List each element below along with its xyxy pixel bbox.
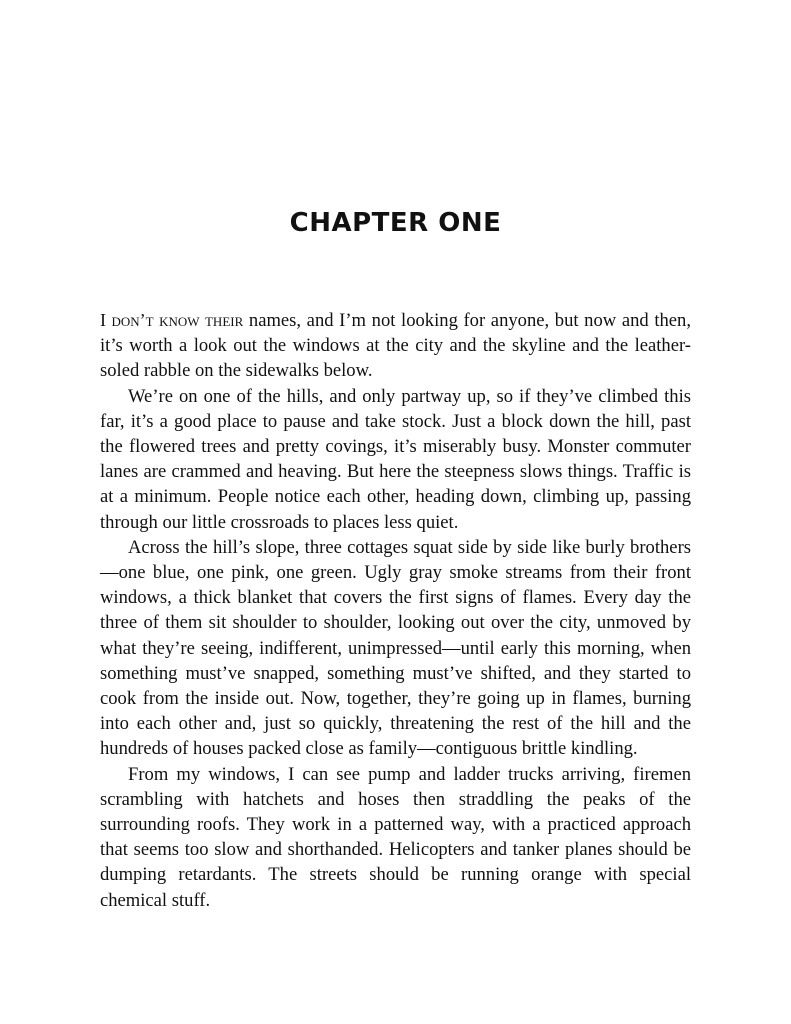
opening-small-caps: I don’t know their <box>100 310 244 330</box>
chapter-title: CHAPTER ONE <box>289 208 502 238</box>
paragraph-3: Across the hill’s slope, three cottages squat side by side like burly brothers —one blue, one pink, one green. Ugly gray smoke streams from their front windows, a thick blanket that covers the first signs of flames. Every day the three of them sit shoulder to shoulder, looking out over the city, unmoved by what they’re seeing, indifferent, unimpressed—until early this morning, when something must’ve snapped, something must’ve shifted, and they started to cook from the inside out. Now, together, they’re going up in flames, burning into each other and, just so quickly, threatening the rest of the hill and the hundreds of houses packed close as family—contiguous brittle kindling. <box>100 536 691 760</box>
paragraph-1-text: names, and I’m not looking for anyone, but now and then, it’s worth a look out the windows at the city and the skyline and the leather-soled rabble on the sidewalks below. <box>100 310 691 382</box>
paragraph-4: From my windows, I can see pump and ladder trucks arriving, firemen scrambling with hatchets and hoses then straddling the peaks of the surrounding roofs. They work in a patterned way, with a practiced approach that seems too slow and shorthanded. Helicopters and tanker planes should be dumping retardants. The streets should be running orange with special chemical stuff. <box>100 763 691 911</box>
paragraph-1 <box>100 308 691 384</box>
paragraph-2: We’re on one of the hills, and only partway up, so if they’ve climbed this far, it’s a good place to pause and take stock. Just a block down the hill, past the flowered trees and pretty covings, it’s miserably busy. Monster commuter lanes are crammed and heaving. But here the steepness slows things. Traffic is at a minimum. People notice each other, heading down, climbing up, passing through our little crossroads to places less quiet. <box>100 385 691 533</box>
chapter-body <box>100 308 691 913</box>
